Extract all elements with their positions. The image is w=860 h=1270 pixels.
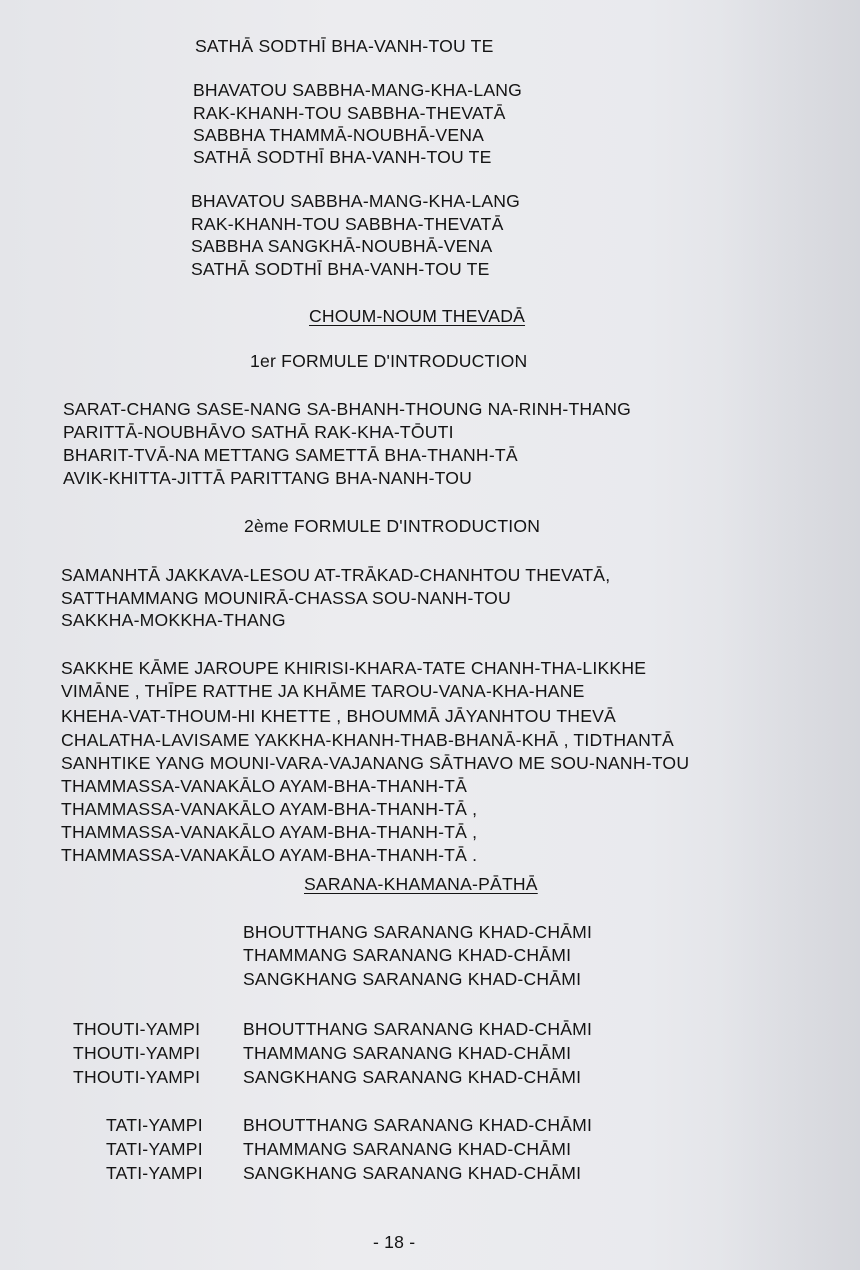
verse-line: SABBHA SANGKHĀ-NOUBHĀ-VENA xyxy=(191,236,493,256)
refuge-prefix: TATI-YAMPI xyxy=(106,1163,203,1183)
verse-line: RAK-KHANH-TOU SABBHA-THEVATĀ xyxy=(191,214,504,234)
verse-line: SAKKHA-MOKKHA-THANG xyxy=(61,610,286,630)
refuge-line: SANGKHANG SARANANG KHAD-CHĀMI xyxy=(243,969,582,989)
verse-line: SAMANHTĀ JAKKAVA-LESOU AT-TRĀKAD-CHANHTOU THEVATĀ, xyxy=(61,565,611,585)
page-number: - 18 - xyxy=(373,1232,416,1252)
refuge-prefix: THOUTI-YAMPI xyxy=(73,1019,201,1039)
refuge-prefix: THOUTI-YAMPI xyxy=(73,1043,201,1063)
verse-line: PARITTĀ-NOUBHĀVO SATHĀ RAK-KHA-TŌUTI xyxy=(63,422,454,442)
verse-line: SABBHA THAMMĀ-NOUBHĀ-VENA xyxy=(193,125,485,145)
verse-line: SATHĀ SODTHĪ BHA-VANH-TOU TE xyxy=(191,259,490,279)
verse-line: THAMMASSA-VANAKĀLO AYAM-BHA-THANH-TĀ , xyxy=(61,822,478,842)
section-title-sarana: SARANA-KHAMANA-PĀTHĀ xyxy=(304,874,538,894)
verse-line: KHEHA-VAT-THOUM-HI KHETTE , BHOUMMĀ JĀYANHTOU THEVĀ xyxy=(61,706,616,726)
verse-line: AVIK-KHITTA-JITTĀ PARITTANG BHA-NANH-TOU xyxy=(63,468,473,488)
verse-line: CHALATHA-LAVISAME YAKKHA-KHANH-THAB-BHANĀ-KHĀ , TIDTHANTĀ xyxy=(61,730,674,750)
verse-line: THAMMASSA-VANAKĀLO AYAM-BHA-THANH-TĀ . xyxy=(61,845,478,865)
refuge-prefix: TATI-YAMPI xyxy=(106,1139,203,1159)
verse-line: SARAT-CHANG SASE-NANG SA-BHANH-THOUNG NA-RINH-THANG xyxy=(63,399,632,419)
refuge-line: BHOUTTHANG SARANANG KHAD-CHĀMI xyxy=(243,1115,593,1135)
verse-line: BHARIT-TVĀ-NA METTANG SAMETTĀ BHA-THANH-TĀ xyxy=(63,445,518,465)
verse-line: BHAVATOU SABBHA-MANG-KHA-LANG xyxy=(193,80,523,100)
refuge-line: THAMMANG SARANANG KHAD-CHĀMI xyxy=(243,945,572,965)
verse-line: SAKKHE KĀME JAROUPE KHIRISI-KHARA-TATE CHANH-THA-LIKKHE xyxy=(61,658,647,678)
refuge-prefix: THOUTI-YAMPI xyxy=(73,1067,201,1087)
refuge-line: THAMMANG SARANANG KHAD-CHĀMI xyxy=(243,1043,572,1063)
verse-line: SANHTIKE YANG MOUNI-VARA-VAJANANG SĀTHAVO ME SOU-NANH-TOU xyxy=(61,753,690,773)
verse-line: THAMMASSA-VANAKĀLO AYAM-BHA-THANH-TĀ xyxy=(61,776,468,796)
verse-line: SATTHAMMANG MOUNIRĀ-CHASSA SOU-NANH-TOU xyxy=(61,588,511,608)
section-title-choum-noum: CHOUM-NOUM THEVADĀ xyxy=(309,306,526,326)
section-subtitle: 2ème FORMULE D'INTRODUCTION xyxy=(244,516,541,536)
paper-shadow xyxy=(720,0,860,1270)
refuge-prefix: TATI-YAMPI xyxy=(106,1115,203,1135)
refuge-line: SANGKHANG SARANANG KHAD-CHĀMI xyxy=(243,1067,582,1087)
verse-line: BHAVATOU SABBHA-MANG-KHA-LANG xyxy=(191,191,521,211)
section-subtitle: 1er FORMULE D'INTRODUCTION xyxy=(250,351,528,371)
verse-line: SATHĀ SODTHĪ BHA-VANH-TOU TE xyxy=(193,147,492,167)
refuge-line: BHOUTTHANG SARANANG KHAD-CHĀMI xyxy=(243,922,593,942)
verse-line: RAK-KHANH-TOU SABBHA-THEVATĀ xyxy=(193,103,506,123)
verse-line: SATHĀ SODTHĪ BHA-VANH-TOU TE xyxy=(195,36,494,56)
verse-line: THAMMASSA-VANAKĀLO AYAM-BHA-THANH-TĀ , xyxy=(61,799,478,819)
refuge-line: SANGKHANG SARANANG KHAD-CHĀMI xyxy=(243,1163,582,1183)
verse-line: VIMĀNE , THĪPE RATTHE JA KHĀME TAROU-VANA-KHA-HANE xyxy=(61,681,585,701)
refuge-line: BHOUTTHANG SARANANG KHAD-CHĀMI xyxy=(243,1019,593,1039)
refuge-line: THAMMANG SARANANG KHAD-CHĀMI xyxy=(243,1139,572,1159)
